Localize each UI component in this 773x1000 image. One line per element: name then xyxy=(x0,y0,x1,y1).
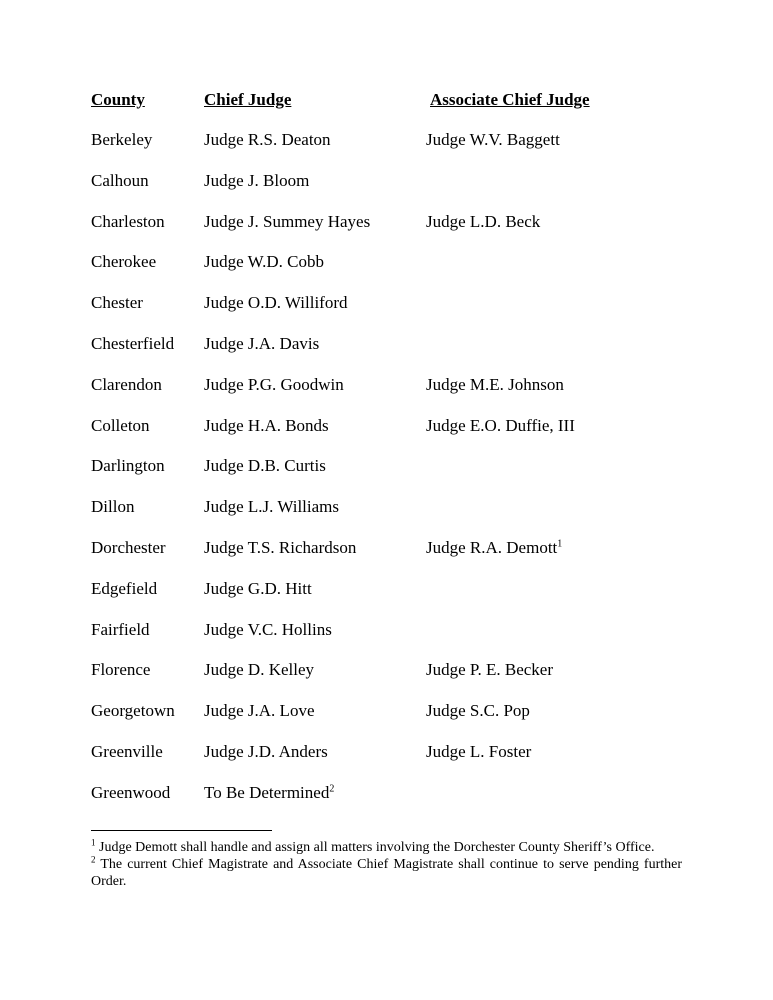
county-cell: Greenville xyxy=(91,741,163,761)
chief-judge-cell xyxy=(204,456,326,476)
chief-judge-name: Judge J.D. Anders xyxy=(204,741,328,761)
county-cell: Fairfield xyxy=(91,619,150,639)
chief-judge-cell xyxy=(204,293,348,313)
associate-chief-judge-cell xyxy=(426,375,564,395)
chief-judge-name: Judge R.S. Deaton xyxy=(204,130,331,149)
table-header xyxy=(0,90,773,114)
footnote-text: Judge Demott shall handle and assign all matters involving the Dorchester County Sheriff’s Office. xyxy=(99,840,655,855)
chief-judge-cell xyxy=(204,620,332,640)
chief-judge-cell xyxy=(204,742,328,762)
associate-chief-judge-name: Judge L. Foster xyxy=(426,741,532,761)
footnotes xyxy=(91,839,682,890)
county-cell: Charleston xyxy=(91,211,165,231)
county-cell: Calhoun xyxy=(91,170,149,190)
chief-judge-name: Judge T.S. Richardson xyxy=(204,537,357,557)
table-row xyxy=(0,293,773,334)
chief-judge-cell xyxy=(204,252,324,272)
chief-judge-name: Judge J. Summey Hayes xyxy=(204,211,371,231)
associate-chief-judge-cell xyxy=(426,742,531,762)
associate-chief-judge-name: Judge E.O. Duffie, III xyxy=(426,415,575,435)
county-cell: Chesterfield xyxy=(91,333,175,353)
chief-judge-name: Judge D. Kelley xyxy=(204,660,315,680)
chief-judge-name: Judge G.D. Hitt xyxy=(204,578,312,598)
county-cell: Florence xyxy=(91,660,151,680)
chief-judge-cell xyxy=(204,783,334,803)
table-row xyxy=(0,742,773,783)
county-cell: Edgefield xyxy=(91,578,158,598)
table-row xyxy=(0,375,773,416)
table-row xyxy=(0,538,773,579)
county-cell: Greenwood xyxy=(91,782,171,802)
chief-judge-name: Judge J.A. Davis xyxy=(204,333,320,353)
chief-judge-cell xyxy=(204,660,314,680)
chief-judge-cell xyxy=(204,334,319,354)
chief-judge-name: Judge H.A. Bonds xyxy=(204,415,329,435)
footnote-separator xyxy=(91,830,272,831)
chief-judge-name: To Be Determined xyxy=(204,782,330,802)
county-cell: Clarendon xyxy=(91,374,162,394)
associate-chief-judge-name: Judge L.D. Beck xyxy=(426,211,541,231)
table-row xyxy=(0,660,773,701)
table-row xyxy=(0,212,773,253)
county-cell: Cherokee xyxy=(91,252,157,272)
table-row xyxy=(0,620,773,661)
chief-judge-cell xyxy=(204,212,370,232)
header-county: County xyxy=(91,90,145,109)
footnote xyxy=(91,856,682,890)
chief-judge-cell xyxy=(204,701,314,721)
table-row xyxy=(0,456,773,497)
associate-chief-judge-name: Judge R.A. Demott xyxy=(426,537,558,557)
footnote-text: The current Chief Magistrate and Associate Chief Magistrate shall continue to serve pending further Order. xyxy=(91,857,682,889)
table-row xyxy=(0,497,773,538)
county-cell: Dorchester xyxy=(91,537,166,557)
associate-chief-judge-cell xyxy=(426,538,562,558)
associate-chief-judge-cell xyxy=(426,130,560,150)
associate-chief-judge-cell xyxy=(426,660,553,680)
associate-chief-judge-name: Judge M.E. Johnson xyxy=(426,374,564,394)
footnote-reference[interactable]: 2 xyxy=(329,783,335,795)
chief-judge-name: Judge V.C. Hollins xyxy=(204,619,332,639)
table-row xyxy=(0,252,773,293)
table-row xyxy=(0,783,773,824)
table-row xyxy=(0,701,773,742)
header-associate-chief-judge: Associate Chief Judge xyxy=(430,90,590,109)
chief-judge-name: Judge O.D. Williford xyxy=(204,293,348,313)
chief-judge-cell xyxy=(204,497,339,517)
associate-chief-judge-cell xyxy=(426,416,575,436)
county-cell: Georgetown xyxy=(91,701,175,721)
county-cell: Darlington xyxy=(91,456,165,476)
associate-chief-judge-cell xyxy=(426,701,530,721)
chief-judge-name: Judge W.D. Cobb xyxy=(204,252,324,272)
county-cell: Chester xyxy=(91,293,143,313)
table-row xyxy=(0,579,773,620)
chief-judge-cell xyxy=(204,171,309,191)
chief-judge-cell xyxy=(204,538,356,558)
header-chief-judge: Chief Judge xyxy=(204,90,292,109)
county-cell: Dillon xyxy=(91,497,135,517)
associate-chief-judge-cell xyxy=(426,212,540,232)
table-row xyxy=(0,130,773,171)
table-row xyxy=(0,171,773,212)
judge-table xyxy=(0,130,773,824)
associate-chief-judge-name: Judge P. E. Becker xyxy=(426,660,554,680)
county-cell: Colleton xyxy=(91,415,150,435)
associate-chief-judge-name: Judge W.V. Baggett xyxy=(426,130,560,149)
chief-judge-cell xyxy=(204,375,344,395)
chief-judge-cell xyxy=(204,416,329,436)
footnote-reference[interactable]: 1 xyxy=(557,538,563,550)
footnote-number: 1 xyxy=(91,837,96,848)
associate-chief-judge-name: Judge S.C. Pop xyxy=(426,701,530,721)
county-cell: Berkeley xyxy=(91,130,153,149)
chief-judge-name: Judge D.B. Curtis xyxy=(204,456,326,476)
chief-judge-name: Judge L.J. Williams xyxy=(204,497,339,517)
chief-judge-name: Judge J.A. Love xyxy=(204,701,315,721)
chief-judge-name: Judge P.G. Goodwin xyxy=(204,374,344,394)
chief-judge-cell xyxy=(204,130,331,150)
footnote xyxy=(91,839,682,856)
table-row xyxy=(0,416,773,457)
chief-judge-cell xyxy=(204,579,312,599)
footnote-number: 2 xyxy=(91,854,96,865)
table-row xyxy=(0,334,773,375)
chief-judge-name: Judge J. Bloom xyxy=(204,170,310,190)
